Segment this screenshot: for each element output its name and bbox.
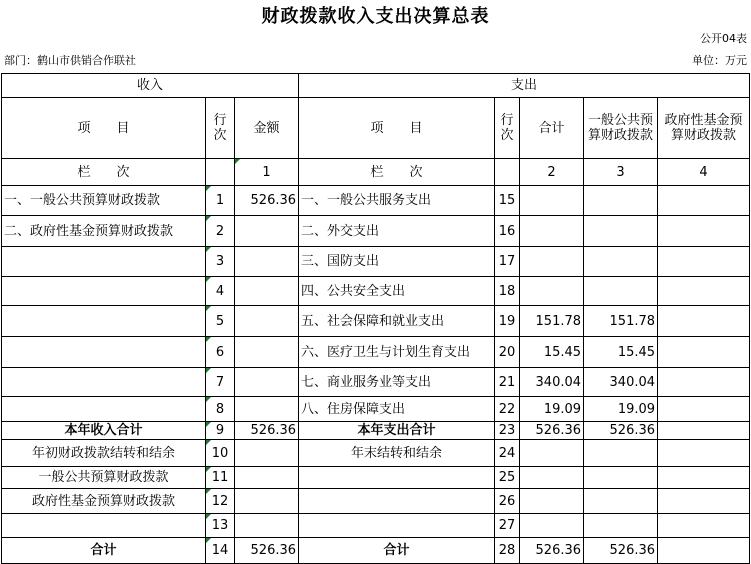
table-row bbox=[2, 306, 750, 337]
expense-fund-cell bbox=[658, 306, 750, 337]
income-item-cell bbox=[2, 337, 206, 368]
income-amount-cell bbox=[235, 489, 299, 514]
section-header-row bbox=[2, 74, 750, 98]
expense-general-cell bbox=[584, 467, 658, 489]
expense-row-no-cell: 21 bbox=[495, 368, 520, 397]
column-header-row bbox=[2, 98, 750, 159]
income-item-cell: 二、政府性基金预算财政拨款 bbox=[2, 216, 206, 247]
income-row-no-cell: 2 bbox=[206, 216, 235, 247]
table-row bbox=[2, 397, 750, 422]
col-header-total: 合计 bbox=[520, 98, 584, 159]
income-amount-cell bbox=[235, 440, 299, 467]
expense-row-no-cell: 24 bbox=[495, 440, 520, 467]
expense-fund-cell bbox=[658, 368, 750, 397]
index-label: 栏 次 bbox=[2, 159, 206, 186]
income-row-no-cell: 8 bbox=[206, 397, 235, 422]
income-item-cell: 一般公共预算财政拨款 bbox=[2, 467, 206, 489]
income-amount-cell bbox=[235, 216, 299, 247]
expense-row-no-cell: 17 bbox=[495, 247, 520, 277]
expense-total-cell bbox=[520, 440, 584, 467]
expense-row-no-cell: 18 bbox=[495, 277, 520, 306]
expense-item-cell: 一、一般公共服务支出 bbox=[299, 186, 495, 216]
income-amount-cell bbox=[235, 277, 299, 306]
expense-row-no-cell: 28 bbox=[495, 538, 520, 564]
expense-total-cell: 526.36 bbox=[520, 538, 584, 564]
expense-item-cell: 合计 bbox=[299, 538, 495, 564]
expense-general-cell: 15.45 bbox=[584, 337, 658, 368]
income-row-no-cell: 9 bbox=[206, 422, 235, 440]
table-row bbox=[2, 186, 750, 216]
income-row-no-cell: 3 bbox=[206, 247, 235, 277]
expense-fund-cell bbox=[658, 337, 750, 368]
income-amount-cell bbox=[235, 306, 299, 337]
budget-table bbox=[1, 73, 750, 564]
expense-fund-cell bbox=[658, 216, 750, 247]
col-header-gov-fund: 政府性基金预算财政拨款 bbox=[658, 98, 750, 159]
expense-header: 支出 bbox=[299, 74, 750, 98]
expense-general-cell bbox=[584, 247, 658, 277]
expense-fund-cell bbox=[658, 186, 750, 216]
col-header-item: 项 目 bbox=[2, 98, 206, 159]
expense-total-cell: 15.45 bbox=[520, 337, 584, 368]
income-row-no-cell: 13 bbox=[206, 514, 235, 538]
table-row bbox=[2, 440, 750, 467]
index-exp-label: 栏 次 bbox=[299, 159, 495, 186]
income-item-cell: 年初财政拨款结转和结余 bbox=[2, 440, 206, 467]
expense-total-cell bbox=[520, 489, 584, 514]
expense-general-cell bbox=[584, 514, 658, 538]
expense-row-no-cell: 23 bbox=[495, 422, 520, 440]
income-item-cell bbox=[2, 368, 206, 397]
expense-total-cell bbox=[520, 514, 584, 538]
table-row bbox=[2, 337, 750, 368]
income-item-cell: 政府性基金预算财政拨款 bbox=[2, 489, 206, 514]
income-amount-cell bbox=[235, 514, 299, 538]
income-row-no-cell: 5 bbox=[206, 306, 235, 337]
expense-row-no-cell: 25 bbox=[495, 467, 520, 489]
expense-general-cell bbox=[584, 440, 658, 467]
expense-general-cell bbox=[584, 489, 658, 514]
income-item-cell bbox=[2, 397, 206, 422]
col-header-general-budget: 一般公共预算财政拨款 bbox=[584, 98, 658, 159]
table-row bbox=[2, 247, 750, 277]
expense-fund-cell bbox=[658, 247, 750, 277]
expense-general-cell bbox=[584, 277, 658, 306]
expense-fund-cell bbox=[658, 467, 750, 489]
income-item-cell: 本年收入合计 bbox=[2, 422, 206, 440]
expense-row-no-cell: 15 bbox=[495, 186, 520, 216]
expense-item-cell bbox=[299, 489, 495, 514]
col-header-exp-row-no: 行次 bbox=[495, 98, 520, 159]
expense-item-cell: 七、商业服务业等支出 bbox=[299, 368, 495, 397]
income-item-cell bbox=[2, 306, 206, 337]
expense-total-cell bbox=[520, 216, 584, 247]
expense-item-cell: 年末结转和结余 bbox=[299, 440, 495, 467]
income-row-no-cell: 10 bbox=[206, 440, 235, 467]
expense-fund-cell bbox=[658, 277, 750, 306]
income-row-no-cell: 4 bbox=[206, 277, 235, 306]
index-row bbox=[2, 159, 750, 186]
expense-total-cell bbox=[520, 247, 584, 277]
expense-item-cell: 四、公共安全支出 bbox=[299, 277, 495, 306]
index-total: 2 bbox=[520, 159, 584, 186]
expense-fund-cell bbox=[658, 440, 750, 467]
expense-total-cell: 526.36 bbox=[520, 422, 584, 440]
income-amount-cell bbox=[235, 368, 299, 397]
table-row bbox=[2, 489, 750, 514]
expense-general-cell bbox=[584, 186, 658, 216]
index-amount: 1 bbox=[235, 159, 299, 186]
expense-row-no-cell: 19 bbox=[495, 306, 520, 337]
expense-general-cell: 151.78 bbox=[584, 306, 658, 337]
expense-total-cell: 19.09 bbox=[520, 397, 584, 422]
col-header-amount: 金额 bbox=[235, 98, 299, 159]
expense-fund-cell bbox=[658, 489, 750, 514]
income-amount-cell: 526.36 bbox=[235, 186, 299, 216]
expense-row-no-cell: 20 bbox=[495, 337, 520, 368]
expense-item-cell bbox=[299, 514, 495, 538]
income-amount-cell bbox=[235, 397, 299, 422]
expense-fund-cell bbox=[658, 422, 750, 440]
expense-general-cell: 340.04 bbox=[584, 368, 658, 397]
table-row bbox=[2, 422, 750, 440]
income-amount-cell bbox=[235, 467, 299, 489]
income-item-cell bbox=[2, 277, 206, 306]
report-title: 财政拨款收入支出决算总表 bbox=[261, 6, 490, 27]
expense-general-cell: 526.36 bbox=[584, 538, 658, 564]
col-header-row-no: 行次 bbox=[206, 98, 235, 159]
expense-item-cell bbox=[299, 467, 495, 489]
unit-label: 单位：万元 bbox=[692, 54, 747, 67]
table-row bbox=[2, 467, 750, 489]
income-row-no-cell: 12 bbox=[206, 489, 235, 514]
expense-item-cell: 八、住房保障支出 bbox=[299, 397, 495, 422]
expense-item-cell: 三、国防支出 bbox=[299, 247, 495, 277]
expense-item-cell: 二、外交支出 bbox=[299, 216, 495, 247]
income-row-no-cell: 11 bbox=[206, 467, 235, 489]
income-amount-cell bbox=[235, 337, 299, 368]
table-row bbox=[2, 514, 750, 538]
expense-row-no-cell: 22 bbox=[495, 397, 520, 422]
index-fund: 4 bbox=[658, 159, 750, 186]
income-row-no-cell: 7 bbox=[206, 368, 235, 397]
expense-row-no-cell: 26 bbox=[495, 489, 520, 514]
expense-total-cell: 151.78 bbox=[520, 306, 584, 337]
index-exp-row-no-blank bbox=[495, 159, 520, 186]
expense-total-cell bbox=[520, 277, 584, 306]
income-row-no-cell: 1 bbox=[206, 186, 235, 216]
table-row bbox=[2, 368, 750, 397]
income-header: 收入 bbox=[2, 74, 299, 98]
income-item-cell bbox=[2, 514, 206, 538]
expense-general-cell bbox=[584, 216, 658, 247]
department-label: 部门：鹤山市供销合作联社 bbox=[4, 54, 136, 67]
expense-general-cell: 526.36 bbox=[584, 422, 658, 440]
income-amount-cell bbox=[235, 247, 299, 277]
form-number: 公开04表 bbox=[700, 32, 747, 45]
index-general: 3 bbox=[584, 159, 658, 186]
expense-item-cell: 五、社会保障和就业支出 bbox=[299, 306, 495, 337]
table-row bbox=[2, 216, 750, 247]
expense-item-cell: 六、医疗卫生与计划生育支出 bbox=[299, 337, 495, 368]
income-row-no-cell: 6 bbox=[206, 337, 235, 368]
expense-fund-cell bbox=[658, 514, 750, 538]
income-amount-cell: 526.36 bbox=[235, 538, 299, 564]
index-row-no-blank bbox=[206, 159, 235, 186]
income-item-cell: 合计 bbox=[2, 538, 206, 564]
income-row-no-cell: 14 bbox=[206, 538, 235, 564]
expense-item-cell: 本年支出合计 bbox=[299, 422, 495, 440]
income-item-cell: 一、一般公共预算财政拨款 bbox=[2, 186, 206, 216]
income-amount-cell: 526.36 bbox=[235, 422, 299, 440]
expense-general-cell: 19.09 bbox=[584, 397, 658, 422]
expense-total-cell bbox=[520, 467, 584, 489]
expense-total-cell bbox=[520, 186, 584, 216]
expense-total-cell: 340.04 bbox=[520, 368, 584, 397]
expense-row-no-cell: 27 bbox=[495, 514, 520, 538]
expense-fund-cell bbox=[658, 397, 750, 422]
income-item-cell bbox=[2, 247, 206, 277]
col-header-exp-item: 项 目 bbox=[299, 98, 495, 159]
table-row bbox=[2, 277, 750, 306]
expense-row-no-cell: 16 bbox=[495, 216, 520, 247]
